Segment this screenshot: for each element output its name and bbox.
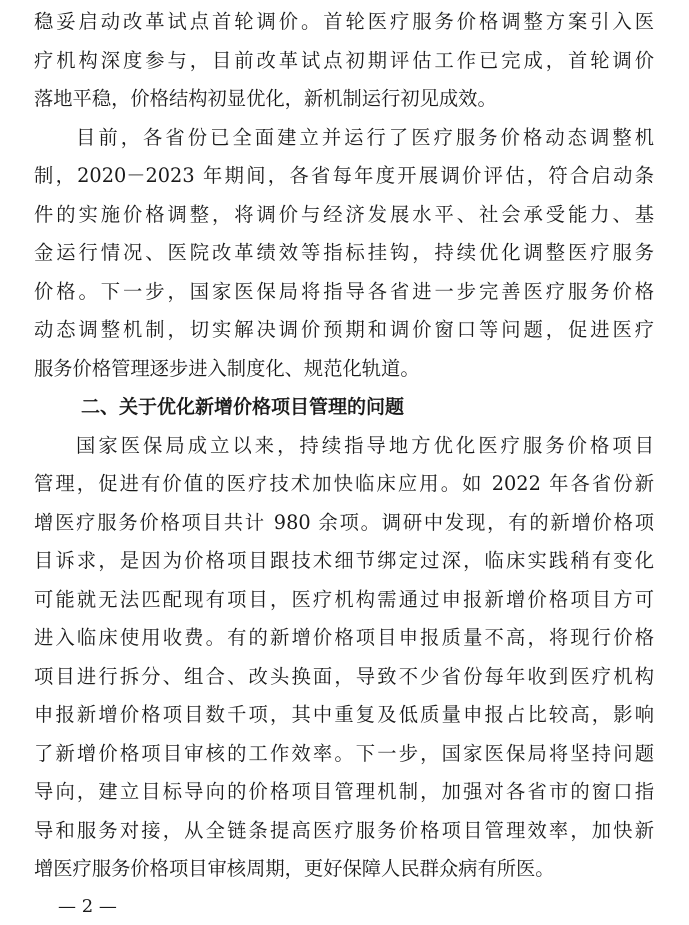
text-line: 落地平稳，价格结构初显优化，新机制运行初见成效。 (34, 87, 497, 110)
text-line: 件的实施价格调整，将调价与经济发展水平、社会承受能力、基 (34, 202, 654, 226)
text-line: 目诉求，是因为价格项目跟技术细节绑定过深，临床实践稍有变化 (34, 549, 654, 572)
text-line: 了新增价格项目审核的工作效率。下一步，国家医保局将坚持问题 (34, 741, 654, 765)
text-line: 目前，各省份已全面建立并运行了医疗服务价格动态调整机 (76, 125, 654, 149)
text-line: 增医疗服务价格项目审核周期，更好保障人民群众病有所医。 (34, 857, 555, 880)
section-heading: 二、关于优化新增价格项目管理的问题 (81, 396, 405, 418)
text-line: 管理，促进有价值的医疗技术加快临床应用。如 2022 年各省份新 (34, 472, 654, 495)
text-line: 金运行情况、医院改革绩效等指标挂钩，持续优化调整医疗服务 (34, 241, 654, 264)
text-line: 可能就无法匹配现有项目，医疗机构需通过申报新增价格项目方可 (34, 587, 654, 611)
text-line: 导向，建立目标导向的价格项目管理机制，加强对各省市的窗口指 (34, 780, 654, 803)
page-number: — 2 — (58, 896, 117, 917)
text-line: 国家医保局成立以来，持续指导地方优化医疗服务价格项目 (76, 433, 654, 457)
text-line: 价格。下一步，国家医保局将指导各省进一步完善医疗服务价格 (34, 279, 654, 303)
text-line: 进入临床使用收费。有的新增价格项目申报质量不高，将现行价格 (34, 626, 654, 649)
text-line: 申报新增价格项目数千项，其中重复及低质量申报占比较高，影响 (34, 703, 654, 726)
text-line: 服务价格管理逐步进入制度化、规范化轨道。 (34, 356, 420, 380)
document-body (34, 3, 654, 889)
text-line: 增医疗服务价格项目共计 980 余项。调研中发现，有的新增价格项 (34, 510, 654, 534)
text-line: 动态调整机制，切实解决调价预期和调价窗口等问题，促进医疗 (34, 318, 654, 341)
text-line: 导和服务对接，从全链条提高医疗服务价格项目管理效率，加快新 (34, 818, 654, 842)
text-line: 项目进行拆分、组合、改头换面，导致不少省份每年收到医疗机构 (34, 664, 654, 688)
text-line: 疗机构深度参与，目前改革试点初期评估工作已完成，首轮调价 (34, 48, 654, 72)
text-line: 稳妥启动改革试点首轮调价。首轮医疗服务价格调整方案引入医 (34, 10, 654, 33)
text-line: 制，2020－2023 年期间，各省每年度开展调价评估，符合启动条 (34, 164, 654, 187)
